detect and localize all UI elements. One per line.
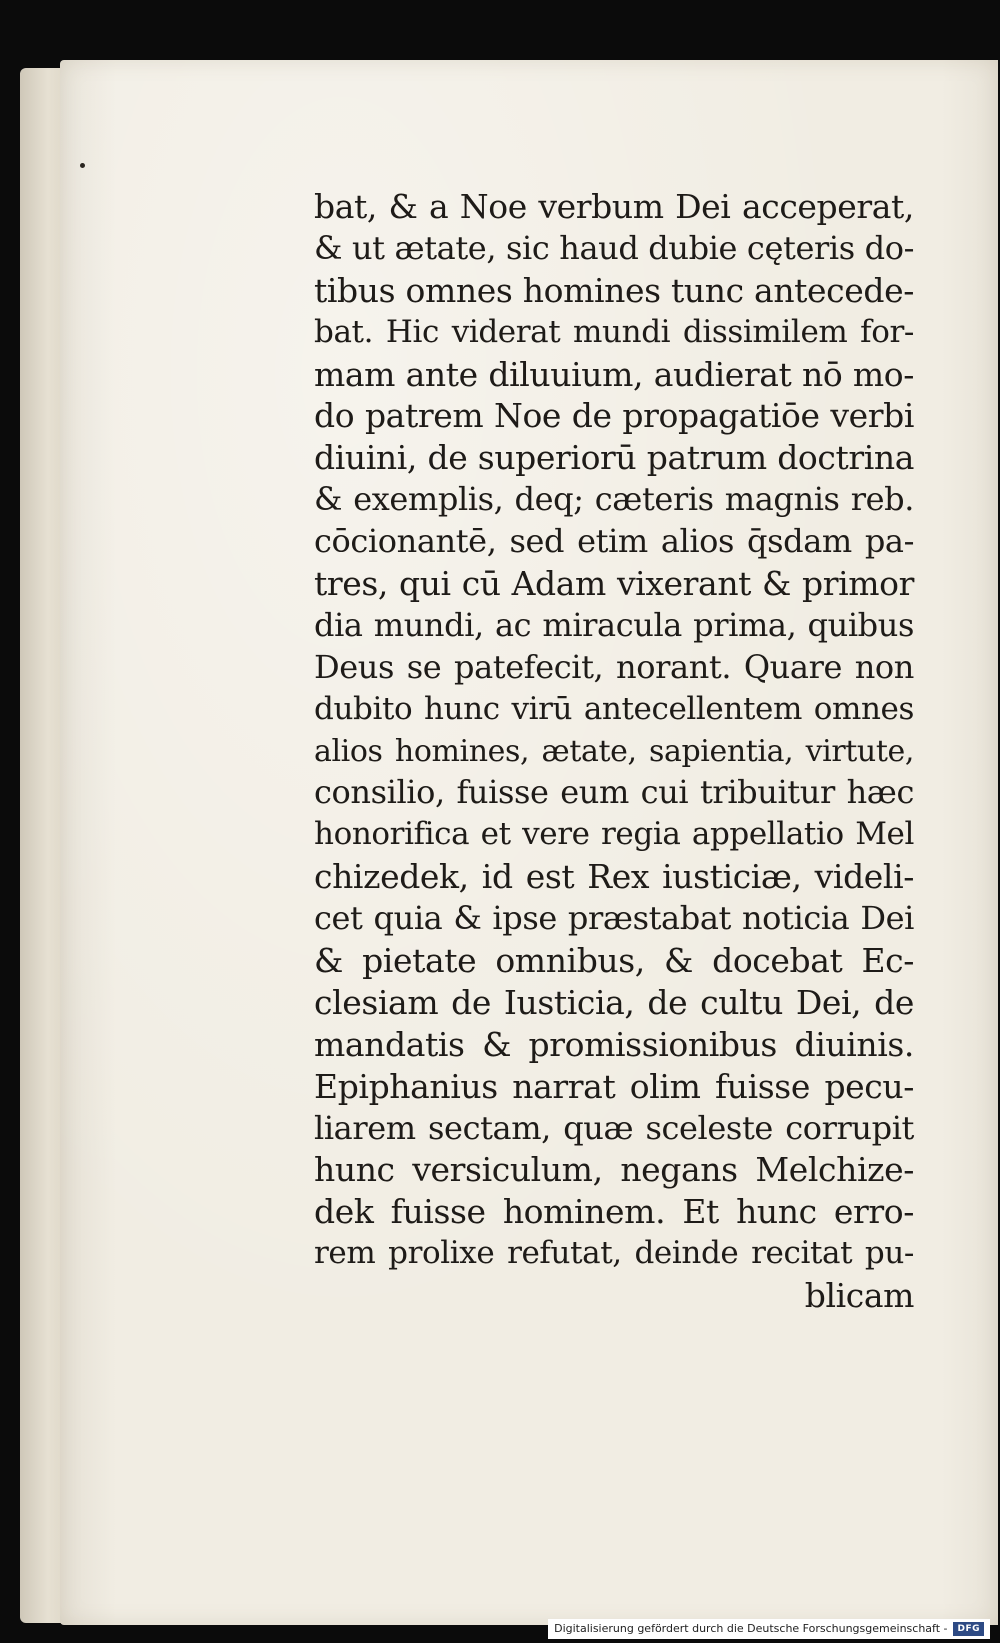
text-line: mam ante diluuium, audierat nō mo- (314, 354, 914, 394)
text-line: Deus se patefecit, norant. Quare non (314, 647, 914, 686)
text-line: dia mundi, ac miracula prima, quibus (314, 605, 914, 644)
text-line: & ut ætate, sic haud dubie cęteris do- (314, 228, 914, 267)
dfg-logo-icon: DFG (953, 1622, 984, 1636)
catchword: blicam (804, 1276, 914, 1316)
text-line: Epiphanius narrat olim fuisse pecu- (314, 1066, 914, 1106)
text-line: tres, qui cū Adam vixerant & primor (314, 564, 914, 604)
text-line: bat. Hic viderat mundi dissimilem for- (314, 313, 914, 350)
text-line: bat, & a Noe verbum Dei acceperat, (314, 187, 914, 226)
text-line: mandatis & promissionibus diuinis. (314, 1024, 914, 1064)
digitization-footer (548, 1619, 990, 1639)
text-line: cōcionantē, sed etim alios q̄sdam pa- (314, 522, 914, 561)
footer-credit-text: Digitalisierung gefördert durch die Deutsche Forschungsgemeinschaft - (554, 1622, 948, 1635)
text-line: rem prolixe refutat, deinde recitat pu- (314, 1235, 914, 1272)
text-line: consilio, fuisse eum cui tribuitur hæc (314, 773, 914, 812)
text-line: cet quia & ipse præstabat noticia Dei (314, 899, 914, 938)
margin-dot (80, 163, 85, 168)
text-line: liarem sectam, quæ scelestе corrupit (314, 1108, 914, 1147)
text-line: clesiam de Iusticia, de cultu Dei, de (314, 982, 914, 1022)
text-line: & exemplis, deq; cæteris magnis reb. (314, 480, 914, 519)
text-line: dek fuisse hominem. Et hunc erro- (314, 1192, 914, 1232)
text-line: tibus omnes homines tunc antecede- (314, 270, 914, 310)
text-line: hunc versiculum, negans Melchize- (314, 1150, 914, 1190)
text-line: dubito hunc virū antecellentem omnes (314, 690, 914, 727)
text-line: & pietate omnibus, & docebat Ec- (314, 941, 914, 981)
text-line: alios homines, ætate, sapientia, virtute, (314, 733, 914, 769)
text-line: chizedek, id est Rex iusticiæ, videli- (314, 857, 914, 897)
text-line: honorifica et vere regia appellatio Mel (314, 816, 914, 853)
text-line: do patrem Noe de propagatiōe verbi (314, 396, 914, 436)
page-text-block (314, 186, 914, 1317)
text-line: diuini, de superiorū patrum doctrina (314, 438, 914, 478)
